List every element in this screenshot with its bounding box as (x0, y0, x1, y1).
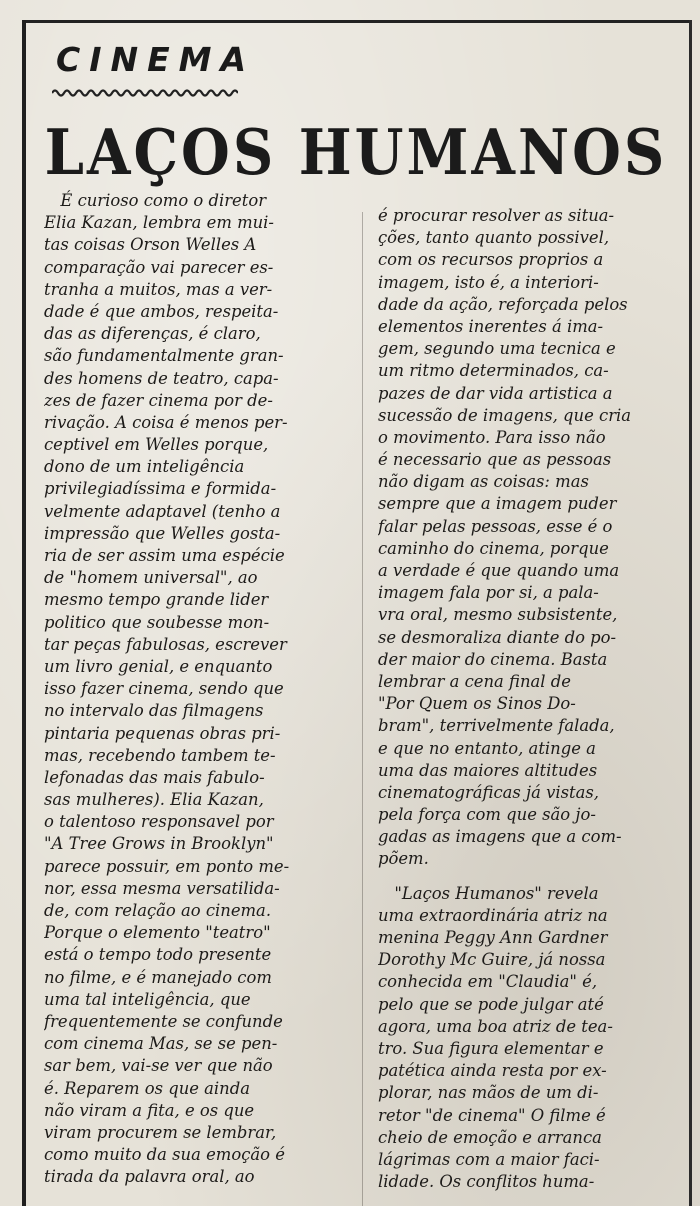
text-line: mesmo tempo grande lider (44, 590, 269, 610)
text-line: dono de um inteligência (44, 457, 245, 477)
text-line: sucessão de imagens, que cria (378, 405, 632, 425)
text-line: sas mulheres). Elia Kazan, (44, 790, 264, 810)
text-line: impressão que Welles gosta- (44, 523, 281, 543)
text-line: se desmoraliza diante do po- (378, 627, 617, 647)
text-line: Dorothy Mc Guire, já nossa (378, 950, 606, 970)
text-line: politico que soubesse mon- (44, 612, 270, 632)
text-line: "Por Quem os Sinos Do- (378, 694, 576, 714)
text-line: lembrar a cena final de (378, 671, 571, 691)
text-line: cheio de emoção e arranca (378, 1127, 602, 1147)
text-line: retor "de cinema" O filme é (378, 1105, 606, 1125)
text-line: des homens de teatro, capa- (44, 368, 279, 388)
text-line: tirada da palavra oral, ao (44, 1167, 255, 1187)
text-line: é procurar resolver as situa- (378, 206, 615, 225)
left-border-rule (22, 20, 26, 1206)
text-line: nor, essa mesma versatilida- (44, 878, 280, 898)
text-line: agora, uma boa atriz de tea- (378, 1016, 613, 1036)
text-line: pela força com que são jo- (378, 805, 596, 825)
text-line: Porque o elemento "teatro" (44, 923, 271, 943)
right-border-rule (689, 20, 692, 1206)
text-line: isso fazer cinema, sendo que (44, 679, 284, 699)
text-line: o movimento. Para isso não (378, 427, 606, 447)
text-line: velmente adaptavel (tenho a (44, 501, 281, 521)
text-line: gem, segundo uma tecnica e (378, 339, 616, 359)
text-line: falar pelas pessoas, esse é o (378, 516, 613, 536)
text-line: não viram a fita, e os que (44, 1100, 255, 1120)
text-line: vra oral, mesmo subsistente, (378, 605, 618, 625)
text-line: uma tal inteligência, que (44, 989, 251, 1009)
text-line: pazes de dar vida artistica a (378, 383, 613, 403)
text-line: viram procurem se lembrar, (44, 1122, 277, 1142)
section-label: CINEMA (56, 40, 256, 79)
text-line: patética ainda resta por ex- (378, 1061, 607, 1081)
text-line: conhecida em "Claudia" é, (378, 972, 598, 992)
text-line: cinematográficas já vistas, (378, 782, 600, 802)
text-line: é. Reparem os que ainda (44, 1078, 250, 1098)
text-line: rivação. A coisa é menos per- (44, 412, 288, 432)
text-line: no intervalo das filmagens (44, 701, 264, 721)
text-line: ções, tanto quanto possivel, (378, 228, 610, 248)
wavy-underline-ornament (52, 88, 238, 98)
text-line: pelo que se pode julgar até (378, 994, 604, 1014)
text-line: no filme, e é manejado com (44, 967, 272, 987)
text-line: está o tempo todo presente (44, 945, 272, 965)
text-line: dade é que ambos, respeita- (44, 301, 279, 321)
article-column-left (44, 190, 346, 1188)
text-line: das as diferenças, é claro, (44, 324, 261, 344)
text-line: uma extraordinária atriz na (378, 905, 608, 925)
text-line: o talentoso responsavel por (44, 812, 274, 832)
text-line: lágrimas com a maior faci- (378, 1149, 600, 1169)
text-line: É curioso como o diretor (44, 191, 267, 210)
text-line: são fundamentalmente gran- (44, 346, 284, 366)
text-line: tro. Sua figura elementar e (378, 1038, 604, 1058)
text-line: é necessario que as pessoas (378, 450, 612, 470)
text-line: zes de fazer cinema por de- (44, 390, 273, 410)
text-line: "Laços Humanos" revela (378, 883, 599, 903)
text-line: menina Peggy Ann Gardner (378, 928, 608, 947)
text-line: imagem, isto é, a interiori- (378, 272, 599, 292)
text-line: caminho do cinema, porque (378, 538, 609, 558)
text-line: não digam as coisas: mas (378, 472, 589, 492)
text-line: imagem fala por si, a pala- (378, 583, 599, 603)
text-line: com os recursos proprios a (378, 250, 604, 270)
text-line: plorar, nas mãos de um di- (378, 1083, 599, 1103)
text-line: Elia Kazan, lembra em mui- (44, 213, 274, 233)
text-line: ceptivel em Welles porque, (44, 435, 269, 455)
text-line: sempre que a imagem puder (378, 494, 617, 514)
text-line: lidade. Os conflitos huma- (378, 1172, 595, 1192)
text-line: der maior do cinema. Basta (378, 649, 608, 669)
text-line: sar bem, vai-se ver que não (44, 1056, 273, 1076)
text-line: dade da ação, reforçada pelos (378, 294, 628, 314)
text-line: elementos inerentes á ima- (378, 316, 604, 336)
text-line: a verdade é que quando uma (378, 561, 620, 580)
text-line: e que no entanto, atinge a (378, 738, 596, 758)
text-line: pintaria pequenas obras pri- (44, 723, 281, 743)
text-line: bram", terrivelmente falada, (378, 716, 615, 736)
text-line: "A Tree Grows in Brooklyn" (44, 834, 274, 854)
text-line: ria de ser assim uma espécie (44, 546, 285, 565)
text-line: tas coisas Orson Welles A (44, 235, 257, 255)
column-divider (362, 212, 363, 1206)
text-line: como muito da sua emoção é (44, 1145, 285, 1165)
text-line: com cinema Mas, se se pen- (44, 1034, 278, 1054)
paragraph-gap (378, 871, 676, 883)
text-line: tranha a muitos, mas a ver- (44, 279, 273, 299)
text-line: privilegiadíssima e formida- (44, 479, 277, 499)
text-line: mas, recebendo tambem te- (44, 745, 276, 765)
article-headline: LAÇOS HUMANOS (44, 116, 668, 190)
article-column-right (378, 205, 676, 1193)
text-line: frequentemente se confunde (44, 1011, 283, 1031)
text-line: um livro genial, e enquanto (44, 656, 273, 676)
text-line: põem. (378, 849, 429, 869)
text-line: de, com relação ao cinema. (44, 901, 272, 920)
text-line: tar peças fabulosas, escrever (44, 634, 287, 654)
text-line: parece possuir, em ponto me- (44, 856, 290, 876)
text-line: comparação vai parecer es- (44, 257, 274, 277)
text-line: gadas as imagens que a com- (378, 827, 622, 847)
text-line: de "homem universal", ao (44, 568, 258, 588)
text-line: uma das maiores altitudes (378, 760, 598, 780)
text-line: um ritmo determinados, ca- (378, 361, 609, 381)
top-border-rule (22, 20, 690, 23)
text-line: lefonadas das mais fabulo- (44, 767, 265, 787)
